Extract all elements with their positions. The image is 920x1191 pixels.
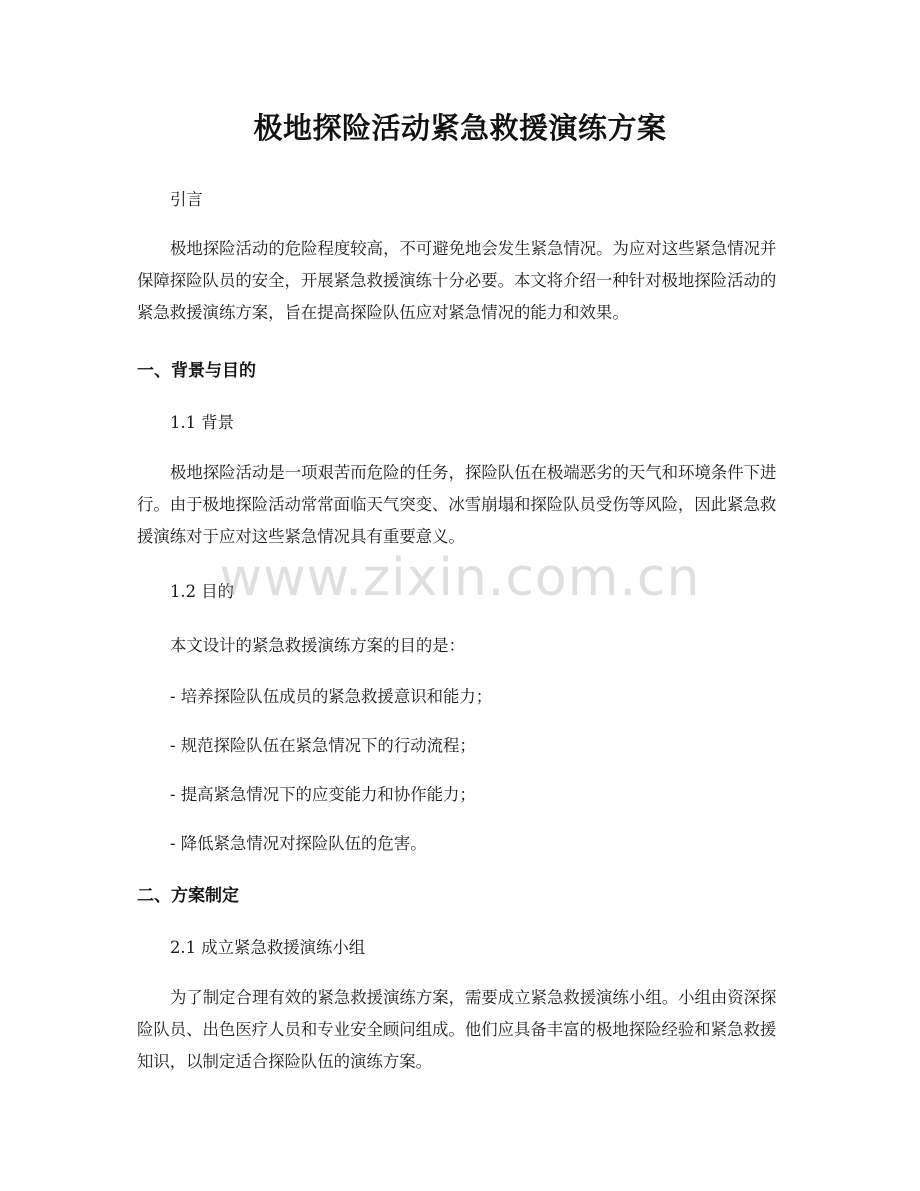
intro-heading: 引言 — [170, 190, 203, 209]
section1-sub2-intro: 本文设计的紧急救援演练方案的目的是： — [170, 636, 466, 655]
document-title: 极地探险活动紧急救援演练方案 — [253, 111, 667, 145]
section2-sub1-heading: 2.1 成立紧急救援演练小组 — [170, 938, 366, 957]
section2-heading: 二、方案制定 — [137, 886, 239, 906]
goal-item: - 规范探险队伍在紧急情况下的行动流程； — [170, 736, 476, 755]
section1-heading: 一、背景与目的 — [137, 361, 256, 381]
intro-paragraph: 极地探险活动的危险程度较高，不可避免地会发生紧急情况。为应对这些紧急情况并保障探险队员的安全，开展紧急救援演练十分必要。本文将介绍一种针对极地探险活动的紧急救援演练方案，旨在提高探险队伍应对紧急情况的能力和效果。 — [137, 239, 777, 322]
goal-item: - 提高紧急情况下的应变能力和协作能力； — [170, 785, 476, 804]
goal-item: - 培养探险队伍成员的紧急救援意识和能力； — [170, 687, 493, 706]
section1-sub1-heading: 1.1 背景 — [170, 413, 235, 432]
section2-sub1-paragraph: 为了制定合理有效的紧急救援演练方案，需要成立紧急救援演练小组。小组由资深探险队员、出色医疗人员和专业安全顾问组成。他们应具备丰富的极地探险经验和紧急救援知识，以制定适合探险队伍的演练方案。 — [137, 988, 777, 1071]
section1-sub1-paragraph: 极地探险活动是一项艰苦而危险的任务，探险队伍在极端恶劣的天气和环境条件下进行。由于极地探险活动常常面临天气突变、冰雪崩塌和探险队员受伤等风险，因此紧急救援演练对于应对这些紧急情况具有重要意义。 — [137, 463, 777, 546]
watermark: www.zixin.com.cn — [219, 548, 701, 608]
goal-item: - 降低紧急情况对探险队伍的危害。 — [170, 834, 427, 853]
section1-sub2-heading: 1.2 目的 — [170, 582, 235, 601]
